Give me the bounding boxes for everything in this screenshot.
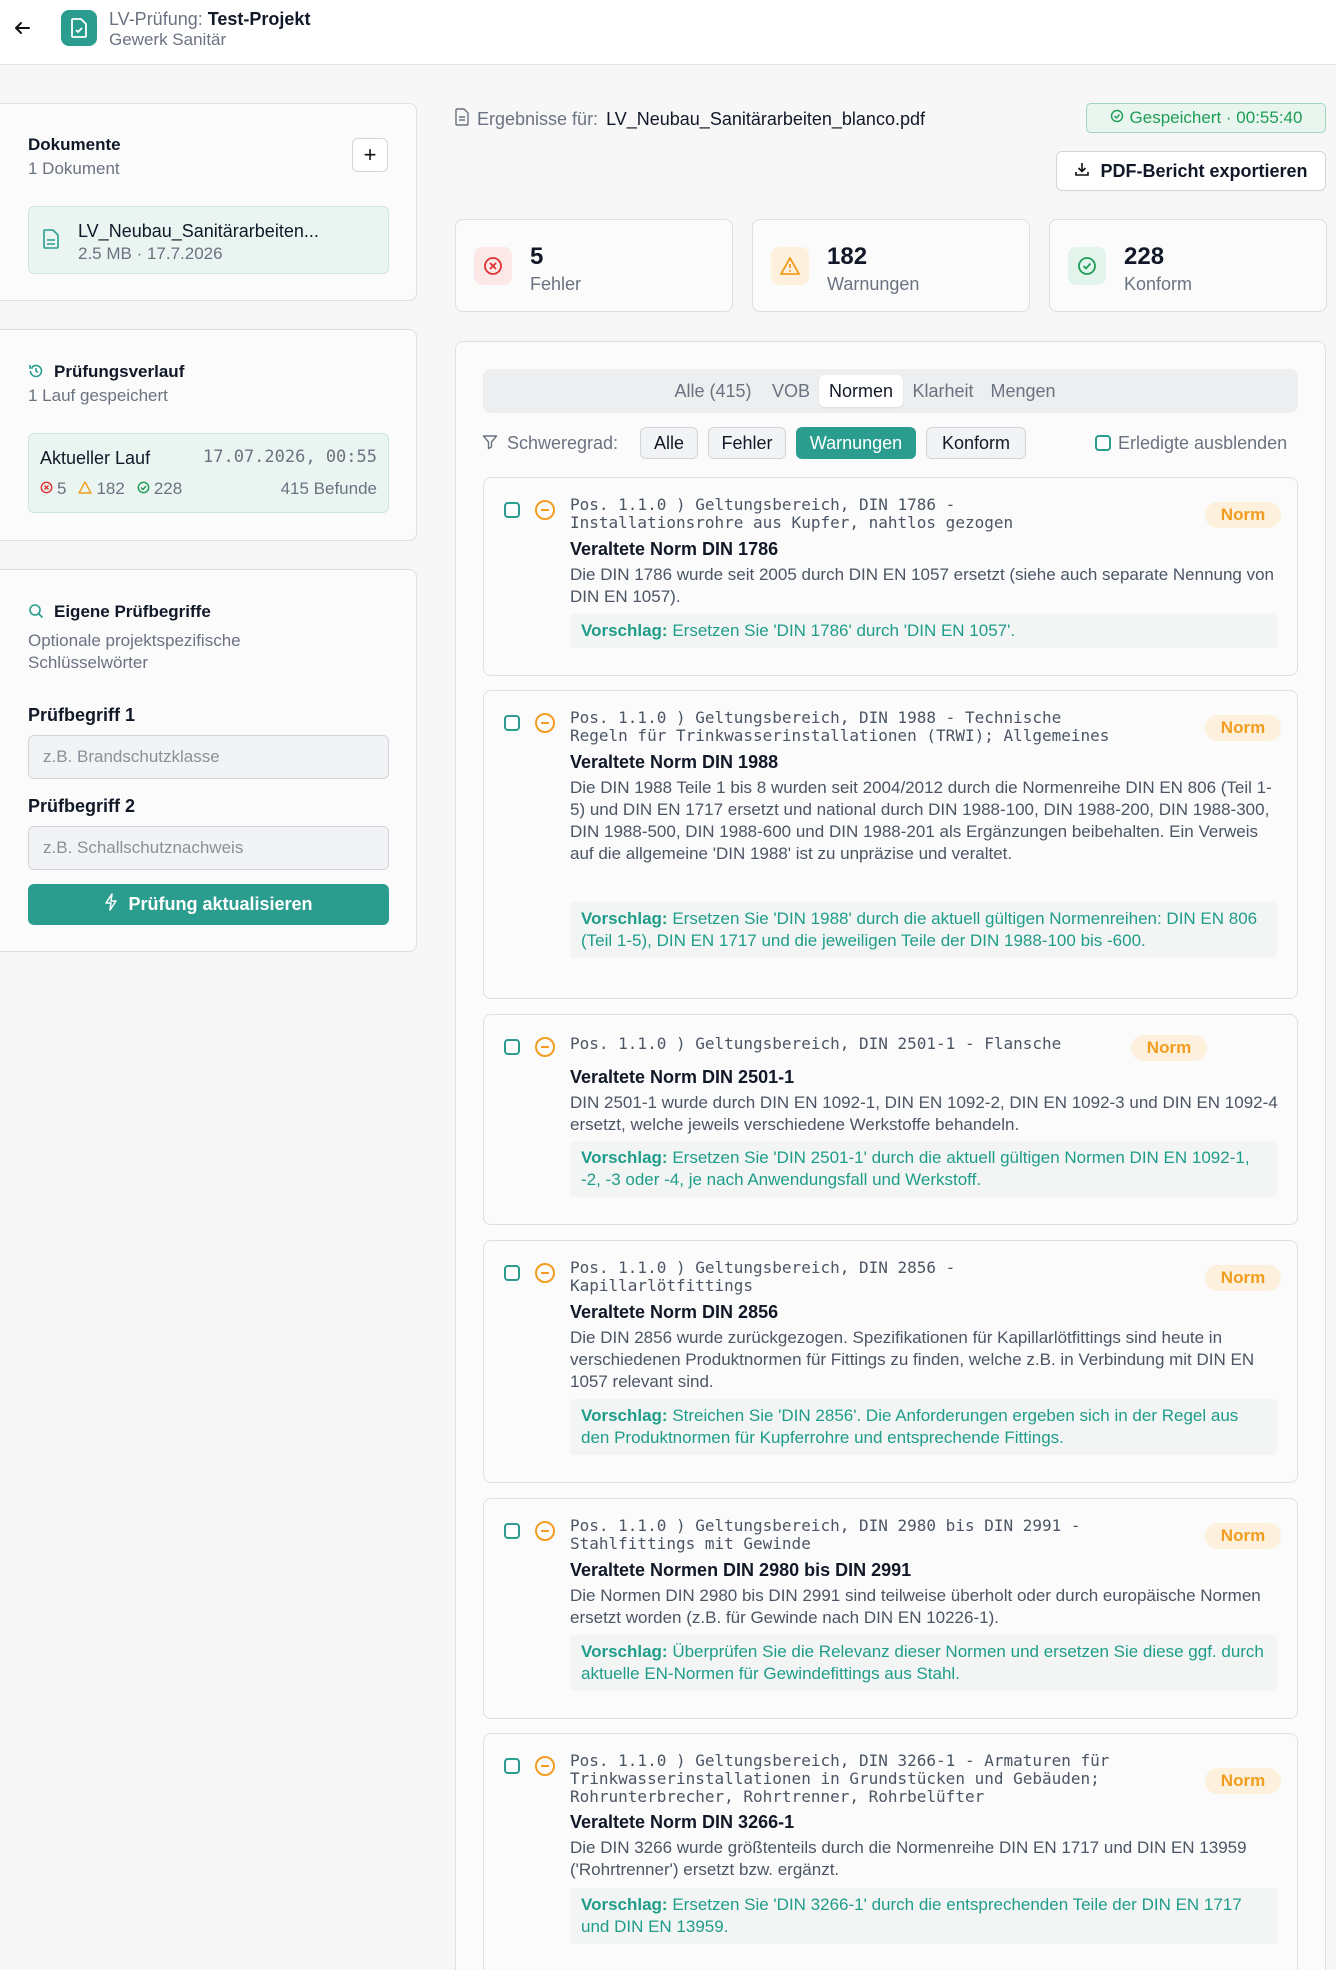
finding-checkbox[interactable] xyxy=(504,1758,520,1774)
lightning-icon xyxy=(104,893,118,916)
conform-stat-card[interactable] xyxy=(1049,219,1327,312)
conform-label: Konform xyxy=(1124,274,1193,294)
minus-circle-icon xyxy=(535,1037,555,1057)
warnings-stat-card[interactable] xyxy=(752,219,1030,312)
conform-count: 228 xyxy=(1124,243,1165,270)
hide-done-label: Erledigte ausblenden xyxy=(1118,433,1288,453)
custom-terms-subtitle-2: Schlüsselwörter xyxy=(28,653,148,672)
finding-position-line: Pos. 1.1.0 ) Geltungsbereich, DIN 1786 - xyxy=(570,495,956,514)
finding-title: Veraltete Norm DIN 1988 xyxy=(570,752,779,772)
suggestion-text: Ersetzen Sie 'DIN 1988' durch die aktuell gültigen Normenreihen: DIN EN 806 (Teil 1-5), DIN EN 1717 und die jeweiligen Teile der DIN 1988-100 bis -600. xyxy=(581,909,1258,950)
finding-position-line: Rohrunterbrecher, Rohrtrenner, Rohrbelüfter xyxy=(570,1787,985,1806)
minus-circle-icon xyxy=(535,713,555,733)
finding-card[interactable] xyxy=(483,477,1298,676)
filter-icon xyxy=(482,434,498,455)
tab-alle[interactable]: Alle (415) xyxy=(674,380,752,401)
finding-title: Veraltete Normen DIN 2980 bis DIN 2991 xyxy=(570,1560,912,1580)
download-icon xyxy=(1074,161,1090,182)
norm-badge: Norm xyxy=(1205,1768,1281,1794)
suggestion-label: Vorschlag: xyxy=(581,1642,668,1661)
export-pdf-button[interactable] xyxy=(1056,151,1326,191)
run-item[interactable] xyxy=(28,433,389,513)
finding-suggestion xyxy=(570,1141,1277,1197)
finding-position-line: Pos. 1.1.0 ) Geltungsbereich, DIN 1988 - Technische xyxy=(570,708,1062,727)
finding-description: Die DIN 1988 Teile 1 bis 8 wurden seit 2004/2012 durch die Normenreihe DIN EN 806 (Teil 1-5) und DIN EN 1717 ersetzt und national durch DIN 1988-100, DIN 1988-200, DIN 1988-300, DIN 1988-500, DIN 1988-600 und DIN 1988-201 als Ergänzungen beibehalten. Ein Verweis auf die allgemeine 'DIN 1988' ist zu unpräzise und veraltet. xyxy=(570,778,1272,863)
term2-input[interactable] xyxy=(28,826,389,870)
finding-position xyxy=(570,1259,955,1295)
results-header xyxy=(455,108,925,131)
suggestion-label: Vorschlag: xyxy=(581,621,668,640)
results-prefix: Ergebnisse für: xyxy=(477,109,599,129)
norm-badge: Norm xyxy=(1205,502,1281,528)
finding-card[interactable] xyxy=(483,1014,1298,1225)
finding-suggestion xyxy=(570,1635,1277,1691)
finding-position xyxy=(570,1752,1109,1806)
term2-label: Prüfbegriff 2 xyxy=(28,796,136,816)
run-datetime: 17.07.2026, 00:55 xyxy=(203,447,377,467)
finding-position-line: Regeln für Trinkwasserinstallationen (TRWI); Allgemeines xyxy=(570,726,1110,745)
suggestion-text: Ersetzen Sie 'DIN 1786' durch 'DIN EN 1057'. xyxy=(672,621,1016,640)
run-counts xyxy=(40,479,182,499)
category-tabs xyxy=(483,369,1298,413)
finding-description: Die DIN 1786 wurde seit 2005 durch DIN EN 1057 ersetzt (siehe auch separate Nennung von DIN EN 1057). xyxy=(570,565,1275,606)
run-errors: 5 xyxy=(57,479,67,498)
file-check-icon xyxy=(61,10,97,46)
saved-status-text: Gespeichert · 00:55:40 xyxy=(1129,108,1303,127)
document-name: LV_Neubau_Sanitärarbeiten... xyxy=(78,221,319,241)
top-bar xyxy=(0,0,1336,65)
tab-vob[interactable]: VOB xyxy=(771,380,810,401)
update-check-label: Prüfung aktualisieren xyxy=(128,894,313,914)
finding-description: DIN 2501-1 wurde durch DIN EN 1092-1, DIN EN 1092-2, DIN EN 1092-3 und DIN EN 1092-4 ersetzt, welche jeweils verschiedene Werkstoffe behandeln. xyxy=(570,1093,1278,1134)
suggestion-text: Ersetzen Sie 'DIN 3266-1' durch die entsprechenden Teile der DIN EN 1717 und DIN EN 13959. xyxy=(581,1895,1242,1936)
tab-mengen[interactable]: Mengen xyxy=(990,380,1056,401)
history-title: Prüfungsverlauf xyxy=(54,362,185,381)
document-meta: 2.5 MB · 17.7.2026 xyxy=(78,244,223,263)
tab-klarheit[interactable]: Klarheit xyxy=(912,380,974,401)
results-file: LV_Neubau_Sanitärarbeiten_blanco.pdf xyxy=(606,109,925,129)
minus-circle-icon xyxy=(535,1263,555,1283)
finding-description: Die Normen DIN 2980 bis DIN 2991 sind teilweise überholt oder durch europäische Normen ersetzt worden (z.B. für Gewinde nach DIN EN 10226-1). xyxy=(570,1586,1261,1627)
minus-circle-icon xyxy=(535,1756,555,1776)
norm-badge: Norm xyxy=(1205,715,1281,741)
suggestion-label: Vorschlag: xyxy=(581,909,668,928)
finding-position-line: Pos. 1.1.0 ) Geltungsbereich, DIN 2501-1 - Flansche xyxy=(570,1034,1062,1053)
run-warnings: 182 xyxy=(96,479,125,498)
finding-card[interactable] xyxy=(483,1240,1298,1483)
finding-suggestion xyxy=(570,1888,1277,1944)
finding-card[interactable] xyxy=(483,1733,1298,1970)
finding-position-line: Kapillarlötfittings xyxy=(570,1276,754,1295)
page-title xyxy=(109,9,310,30)
x-circle-icon xyxy=(474,247,512,285)
title-prefix: LV-Prüfung: xyxy=(109,9,203,29)
documents-count: 1 Dokument xyxy=(28,159,120,178)
finding-position-line: Pos. 1.1.0 ) Geltungsbereich, DIN 2856 - xyxy=(570,1258,956,1277)
saved-status-badge xyxy=(1086,103,1326,133)
term1-input[interactable] xyxy=(28,735,389,779)
hide-done-checkbox[interactable] xyxy=(1095,435,1111,451)
finding-checkbox[interactable] xyxy=(504,502,520,518)
suggestion-text: Überprüfen Sie die Relevanz dieser Normen und ersetzen Sie diese ggf. durch aktuelle EN-Normen für Gewindefittings aus Stahl. xyxy=(581,1642,1264,1683)
documents-title: Dokumente xyxy=(28,135,121,154)
minus-circle-icon xyxy=(535,500,555,520)
minus-circle-icon xyxy=(535,1521,555,1541)
documents-card xyxy=(0,103,417,301)
suggestion-text: Ersetzen Sie 'DIN 2501-1' durch die aktuell gültigen Normen DIN EN 1092-1, -2, -3 oder -4, je nach Anwendungsfall und Werkstoff. xyxy=(581,1148,1250,1189)
term1-label: Prüfbegriff 1 xyxy=(28,705,136,725)
finding-position-line: Pos. 1.1.0 ) Geltungsbereich, DIN 2980 bis DIN 2991 - xyxy=(570,1516,1081,1535)
tab-normen[interactable]: Normen xyxy=(819,375,903,407)
export-pdf-label: PDF-Bericht exportieren xyxy=(1100,160,1308,181)
finding-suggestion xyxy=(570,614,1277,648)
finding-card[interactable] xyxy=(483,690,1298,999)
finding-position-line: Trinkwasserinstallationen in Grundstücken und Gebäuden; xyxy=(570,1769,1100,1788)
document-item[interactable] xyxy=(28,206,389,274)
norm-badge: Norm xyxy=(1205,1265,1281,1291)
finding-position-line: Installationsrohre aus Kupfer, nahtlos gezogen xyxy=(570,513,1014,532)
finding-checkbox[interactable] xyxy=(504,1265,520,1281)
check-circle-icon xyxy=(1110,108,1124,128)
finding-position xyxy=(570,709,1109,745)
history-subtitle: 1 Lauf gespeichert xyxy=(28,386,168,405)
finding-suggestion xyxy=(570,1399,1277,1455)
arrow-left-icon[interactable] xyxy=(10,16,34,40)
finding-position xyxy=(570,1035,1061,1053)
finding-position xyxy=(570,496,1013,532)
suggestion-label: Vorschlag: xyxy=(581,1895,668,1914)
finding-checkbox[interactable] xyxy=(504,1523,520,1539)
finding-title: Veraltete Norm DIN 2856 xyxy=(570,1302,779,1322)
update-check-button[interactable] xyxy=(28,884,389,925)
warning-triangle-icon xyxy=(771,247,809,285)
suggestion-text: Streichen Sie 'DIN 2856'. Die Anforderungen ergeben sich in der Regel aus den Produktnormen für Kupferrohre und entsprechende Fittings. xyxy=(581,1406,1239,1447)
page-subtitle: Gewerk Sanitär xyxy=(109,30,227,49)
chip-konform[interactable]: Konform xyxy=(926,427,1026,459)
finding-title: Veraltete Norm DIN 1786 xyxy=(570,539,779,559)
finding-title: Veraltete Norm DIN 2501-1 xyxy=(570,1067,795,1087)
project-name: Test-Projekt xyxy=(207,9,311,29)
error-small-icon xyxy=(40,479,53,499)
run-conform: 228 xyxy=(153,479,183,498)
finding-position-line: Pos. 1.1.0 ) Geltungsbereich, DIN 3266-1 - Armaturen für xyxy=(570,1751,1110,1770)
norm-badge: Norm xyxy=(1205,1523,1281,1549)
finding-checkbox[interactable] xyxy=(504,715,520,731)
history-card xyxy=(0,329,417,541)
suggestion-label: Vorschlag: xyxy=(581,1406,668,1425)
file-icon xyxy=(43,229,59,254)
errors-label: Fehler xyxy=(530,274,582,294)
errors-stat-card[interactable] xyxy=(455,219,733,312)
custom-terms-card xyxy=(0,569,417,952)
document-icon xyxy=(455,108,469,131)
finding-description: Die DIN 2856 wurde zurückgezogen. Spezifikationen für Kapillarlötfittings sind heute in verschiedenen Produktnormen für Fittings zu finden, welche z.B. in Verbindung mit DIN EN 1057 relevant sind. xyxy=(570,1328,1255,1391)
chip-fehler[interactable]: Fehler xyxy=(708,427,786,459)
warnings-label: Warnungen xyxy=(827,274,920,294)
finding-description: Die DIN 3266 wurde größtenteils durch die Normenreihe DIN EN 1717 und DIN EN 13959 ('Rohrtrenner') ersetzt bzw. ergänzt. xyxy=(570,1838,1247,1879)
norm-badge: Norm xyxy=(1131,1035,1207,1061)
suggestion-label: Vorschlag: xyxy=(581,1148,668,1167)
check-small-icon xyxy=(137,479,150,499)
warning-small-icon xyxy=(78,479,92,499)
search-icon xyxy=(28,603,44,624)
check-circle-icon xyxy=(1068,247,1106,285)
finding-title: Veraltete Norm DIN 3266-1 xyxy=(570,1812,795,1832)
custom-terms-subtitle-1: Optionale projektspezifische xyxy=(28,631,241,650)
finding-checkbox[interactable] xyxy=(504,1039,520,1055)
add-document-button[interactable]: + xyxy=(352,138,388,172)
warnings-count: 182 xyxy=(827,243,868,270)
finding-card[interactable] xyxy=(483,1498,1298,1719)
finding-suggestion xyxy=(570,902,1277,958)
run-label: Aktueller Lauf xyxy=(40,448,151,468)
chip-warnungen[interactable]: Warnungen xyxy=(796,427,916,459)
history-icon xyxy=(28,363,44,384)
finding-position xyxy=(570,1517,1081,1553)
custom-terms-title: Eigene Prüfbegriffe xyxy=(54,602,211,621)
run-total: 415 Befunde xyxy=(280,479,377,498)
finding-position-line: Stahlfittings mit Gewinde xyxy=(570,1534,811,1553)
errors-count: 5 xyxy=(530,243,544,270)
chip-alle[interactable]: Alle xyxy=(640,427,698,459)
severity-label: Schweregrad: xyxy=(507,433,619,453)
